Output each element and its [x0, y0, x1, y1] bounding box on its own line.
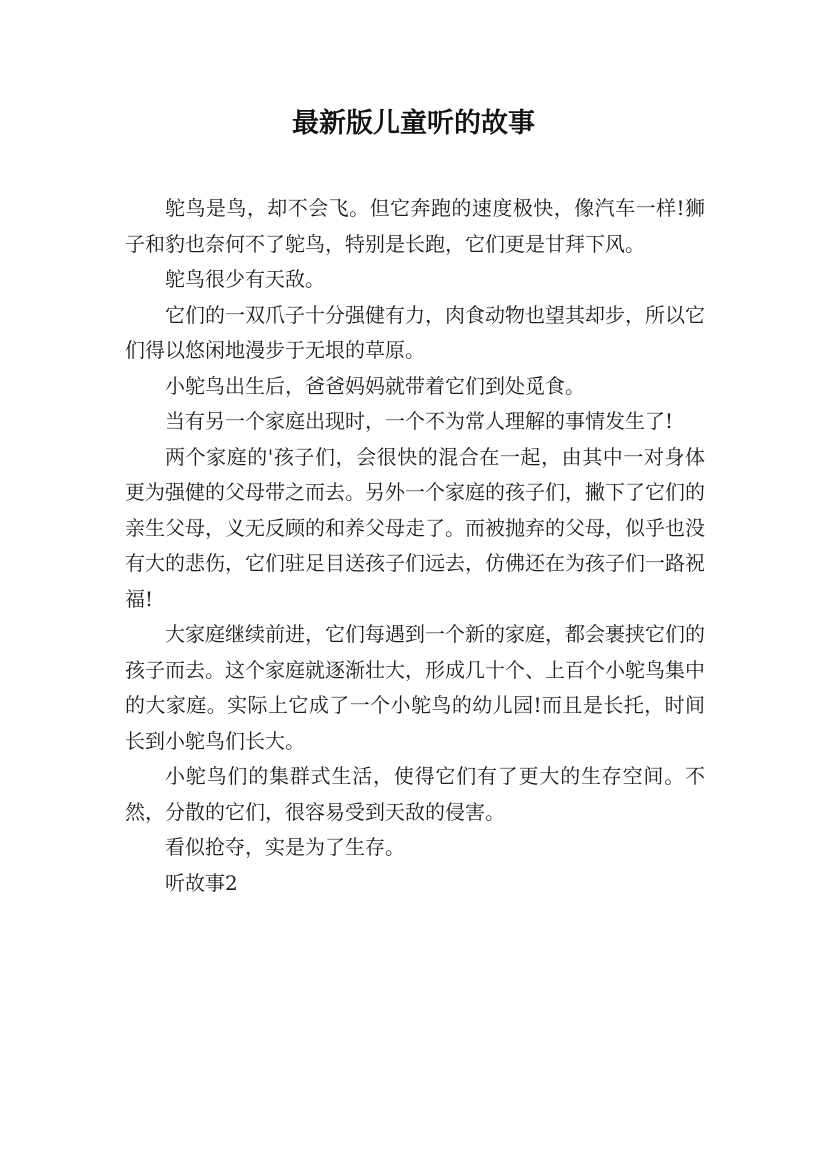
paragraph: 看似抢夺，实是为了生存。	[165, 835, 405, 859]
document-title: 最新版儿童听的故事	[292, 108, 535, 139]
paragraph: 它们的一双爪子十分强健有力，肉食动物也望其却步，所以它们得以悠闲地漫步于无垠的草原。	[125, 302, 705, 362]
paragraph: 听故事2	[165, 870, 238, 895]
paragraph: 小鸵鸟出生后，爸爸妈妈就带着它们到处觅食。	[165, 373, 585, 398]
paragraph: 两个家庭的'孩子们，会很快的混合在一起，由其中一对身体更为强健的父母带之而去。另外一个家庭的孩子们，撇下了它们的亲生父母，义无反顾的和养父母走了。而被抛弃的父母，似乎也没有大的悲伤，它们驻足目送孩子们远去，仿佛还在为孩子们一路祝福!	[125, 444, 705, 611]
paragraph: 鸵鸟很少有天敌。	[165, 267, 325, 291]
paragraph: 小鸵鸟们的集群式生活，使得它们有了更大的生存空间。不然，分散的它们，很容易受到天敌的侵害。	[125, 764, 705, 824]
document-body	[125, 191, 705, 901]
paragraph: 当有另一个家庭出现时，一个不为常人理解的事情发生了!	[165, 409, 674, 433]
paragraph: 大家庭继续前进，它们每遇到一个新的家庭，都会裹挟它们的孩子而去。这个家庭就逐渐壮大，形成几十个、上百个小鸵鸟集中的大家庭。实际上它成了一个小鸵鸟的幼儿园!而且是长托，时间长到小鸵鸟们长大。	[125, 622, 705, 753]
paragraph: 鸵鸟是鸟，却不会飞。但它奔跑的速度极快，像汽车一样!狮子和豹也奈何不了鸵鸟，特别是长跑，它们更是甘拜下风。	[125, 196, 705, 256]
